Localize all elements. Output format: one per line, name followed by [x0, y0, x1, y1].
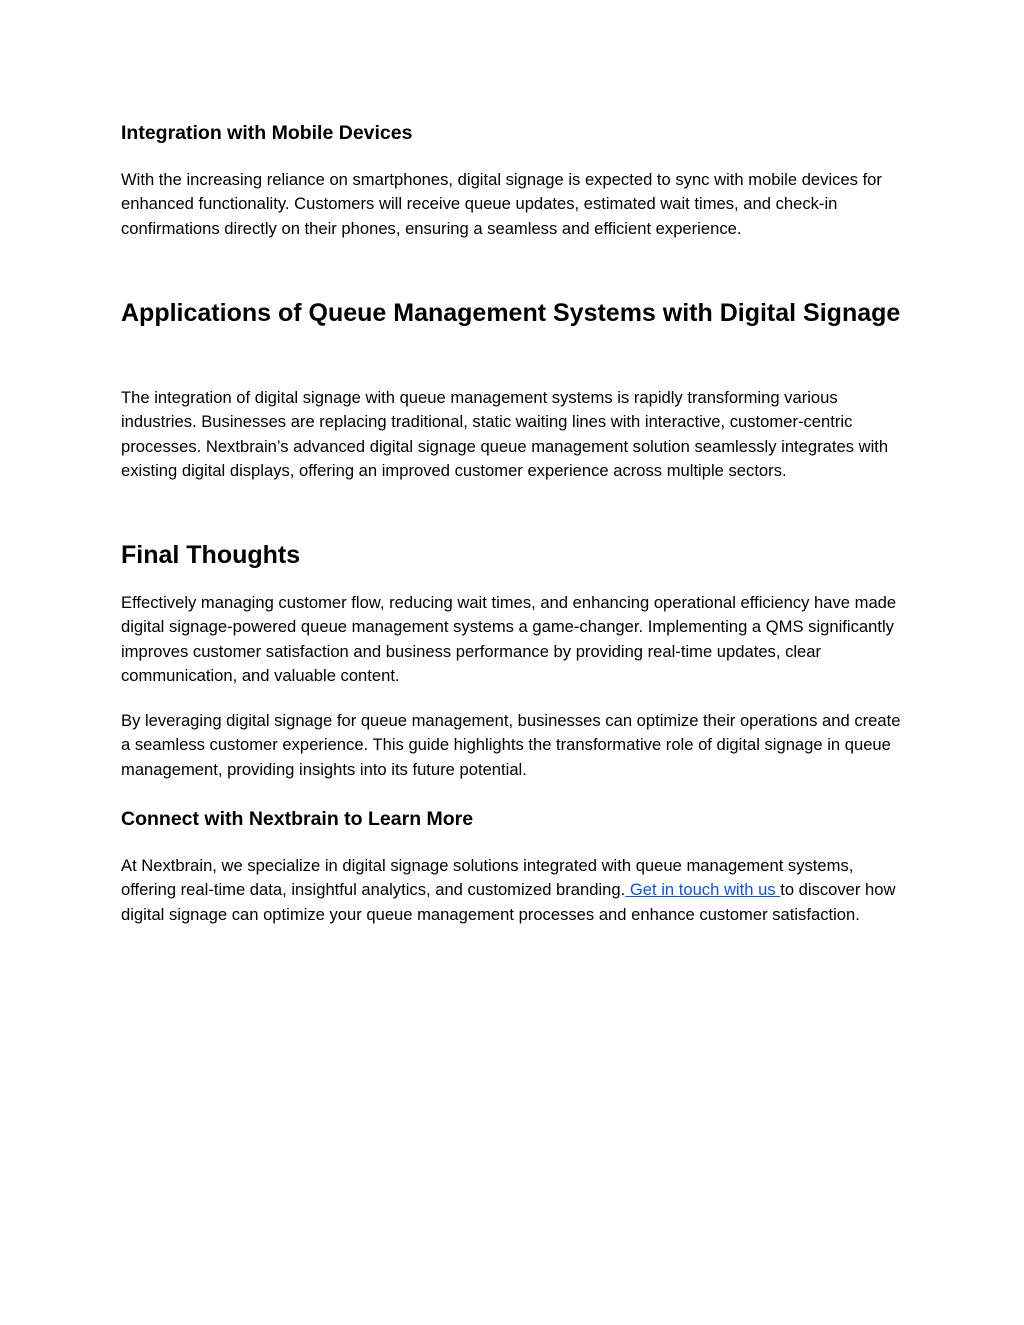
paragraph-connect-before: At Nextbrain, we specialize in digital signage solutions integrated with queue management systems, offering real-time data, insightful analytics, and customized branding.: [121, 856, 854, 900]
get-in-touch-link[interactable]: Get in touch with us: [625, 880, 781, 900]
paragraph-final-thoughts-2: By leveraging digital signage for queue management, businesses can optimize their operations and create a seamless customer experience. This guide highlights the transformative role of digital signage in queue management, providing insights into its future potential.: [121, 711, 901, 779]
heading-connect: Connect with Nextbrain to Learn More: [121, 808, 474, 830]
paragraph-applications: The integration of digital signage with queue management systems is rapidly transforming various industries. Businesses are replacing traditional, static waiting lines with interactive, customer-centric processes. Nextbrain’s advanced digital signage queue management solution seamlessly integrates with existing digital displays, offering an improved customer experience across multiple sectors.: [121, 388, 889, 481]
paragraph-final-thoughts-1: Effectively managing customer flow, reducing wait times, and enhancing operational efficiency have made digital signage-powered queue management systems a game-changer. Implementing a QMS significantly improves customer satisfaction and business performance by providing real-time updates, clear communication, and valuable content.: [121, 593, 897, 686]
paragraph-connect: [121, 854, 911, 927]
paragraph-connect-after: to discover how digital signage can optimize your queue management processes and enhance customer satisfaction.: [121, 880, 896, 924]
heading-mobile-integration: Integration with Mobile Devices: [121, 122, 413, 144]
heading-final-thoughts: Final Thoughts: [121, 541, 301, 569]
heading-applications: Applications of Queue Management Systems with Digital Signage: [121, 299, 901, 327]
paragraph-mobile-integration: With the increasing reliance on smartphones, digital signage is expected to sync with mobile devices for enhanced functionality. Customers will receive queue updates, estimated wait times, and check-in confirmations directly on their phones, ensuring a seamless and efficient experience.: [121, 170, 882, 238]
